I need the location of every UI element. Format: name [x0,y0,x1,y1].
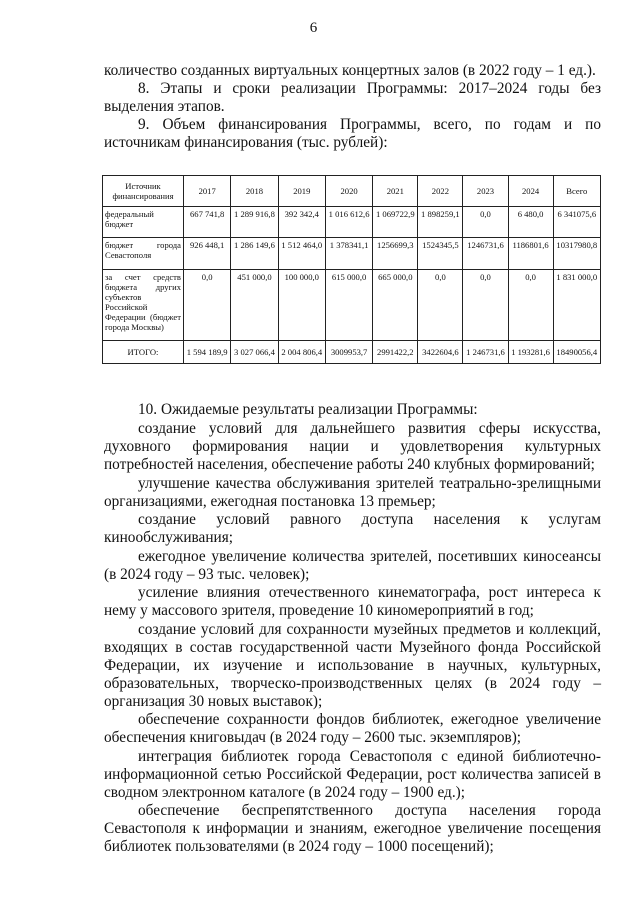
value-cell: 1 898259,1 [418,207,463,238]
result-item: улучшение качества обслуживания зрителей театрально-зрелищными организациями, ежегодная постановка 13 премьер; [104,474,601,510]
intro-paragraphs [104,62,601,152]
result-item: обеспечение беспрепятственного доступа населения города Севастополя к информации и знаниям, ежегодное увеличение посещения библиотек пользователями (в 2024 году – 1000 посещений); [104,802,601,855]
result-item: создание условий равного доступа населения к услугам кинообслуживания; [104,511,601,546]
total-year-cell: 2 004 806,4 [278,341,325,364]
value-cell: 1 016 612,6 [325,207,372,238]
value-cell: 1 286 149,6 [231,238,278,270]
value-cell: 665 000,0 [373,270,418,341]
total-year-cell: 3422604,6 [418,341,463,364]
paragraph-financing: 9. Объем финансирования Программы, всего, по годам и по источникам финансирования (тыс. рублей): [104,116,601,151]
value-cell: 392 342,4 [278,207,325,238]
total-value-cell: 10317980,8 [553,238,600,270]
table-header-row [103,176,601,207]
paragraph-concert-halls: количество созданных виртуальных концертных залов (в 2022 году – 1 ед.). [104,62,596,79]
value-cell: 100 000,0 [278,270,325,341]
value-cell: 6 480,0 [508,207,553,238]
total-value-cell: 6 341075,6 [553,207,600,238]
total-year-cell: 1 246731,6 [463,341,508,364]
result-item: обеспечение сохранности фондов библиотек, ежегодное увеличение обеспечения книговыдач (в 2024 году – 2600 тыс. экземпляров); [104,711,601,746]
total-year-cell: 1 594 189,9 [184,341,231,364]
total-year-cell: 3009953,7 [325,341,372,364]
table-row [103,207,601,238]
total-year-cell: 1 193281,6 [508,341,553,364]
header-year: 2018 [231,176,278,207]
value-cell: 1256699,3 [373,238,418,270]
financing-table [102,175,601,364]
source-cell: федеральный бюджет [103,207,184,238]
total-label: ИТОГО: [103,341,184,364]
header-year: 2020 [325,176,372,207]
value-cell: 0,0 [184,270,231,341]
source-cell: за счет средств бюджета других субъектов Российской Федерации (бюджет города Москвы) [103,270,184,341]
value-cell: 1 512 464,0 [278,238,325,270]
value-cell: 1246731,6 [463,238,508,270]
source-cell: бюджет города Севастополя [103,238,184,270]
total-value-cell: 1 831 000,0 [553,270,600,341]
value-cell: 615 000,0 [325,270,372,341]
page-number: 6 [309,20,318,36]
value-cell: 1 378341,1 [325,238,372,270]
result-item: создание условий для дальнейшего развития сферы искусства, духовного формирования нации и удовлетворения культурных потребностей населения, обеспечение работы 240 клубных формирований; [104,420,601,473]
value-cell: 1524345,5 [418,238,463,270]
value-cell: 1 069722,9 [373,207,418,238]
result-item: усиление влияния отечественного кинематографа, рост интереса к нему у массового зрителя, проведение 10 киномероприятий в год; [104,584,601,619]
header-year: 2023 [463,176,508,207]
header-year: 2017 [184,176,231,207]
value-cell: 0,0 [463,207,508,238]
result-item: интеграция библиотек города Севастополя с единой библиотечно-информационной сетью Российской Федерации, рост количества записей в сводном электронном каталоге (в 2024 году – 1900 ед.); [104,747,601,801]
header-year: 2022 [418,176,463,207]
value-cell: 1186801,6 [508,238,553,270]
header-year: 2024 [508,176,553,207]
header-year: 2019 [278,176,325,207]
value-cell: 926 448,1 [184,238,231,270]
paragraph-stages: 8. Этапы и сроки реализации Программы: 2017–2024 годы без выделения этапов. [104,80,601,115]
table-total-row [103,341,601,364]
value-cell: 1 289 916,8 [231,207,278,238]
value-cell: 451 000,0 [231,270,278,341]
total-year-cell: 3 027 066,4 [231,341,278,364]
value-cell: 0,0 [463,270,508,341]
value-cell: 667 741,8 [184,207,231,238]
result-item: создание условий для сохранности музейных предметов и коллекций, входящих в состав государственной части Музейного фонда Российской Федерации, их изучение и использование в научных, культурных, образовательных, творческо-производственных целях (в 2024 году – организация 30 новых выставок); [104,620,601,710]
grand-total-cell: 18490056,4 [553,341,600,364]
value-cell: 0,0 [418,270,463,341]
header-total: Всего [553,176,600,207]
value-cell: 0,0 [508,270,553,341]
header-source: Источник финансирования [103,176,184,207]
table-row [103,238,601,270]
header-year: 2021 [373,176,418,207]
total-year-cell: 2991422,2 [373,341,418,364]
expected-results [104,401,601,857]
section-heading: 10. Ожидаемые результаты реализации Программы: [138,401,478,418]
table-row [103,270,601,341]
result-item: ежегодное увеличение количества зрителей, посетивших киносеансы (в 2024 году – 93 тыс. человек); [104,547,601,583]
